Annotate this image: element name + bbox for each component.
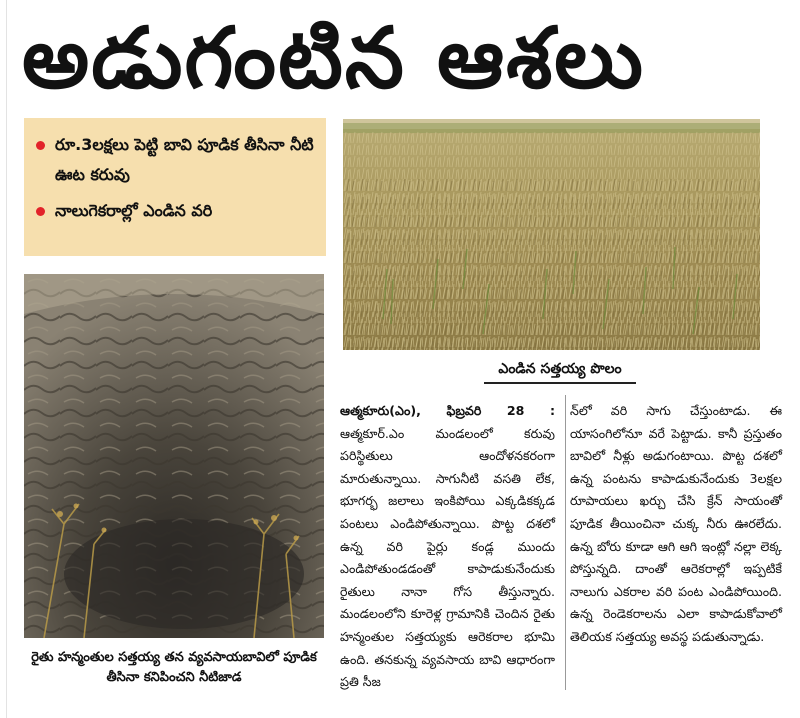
article-dateline: ఆత్మకూరు(ఎం), ఫిబ్రవరి 28 : xyxy=(340,403,555,418)
highlight-text: నాలుగెకరాల్లో ఎండిన వరి xyxy=(55,201,213,220)
highlight-item xyxy=(34,130,318,190)
well-photo xyxy=(24,274,324,638)
dried-paddy-field-image xyxy=(343,119,760,350)
highlights-box xyxy=(24,118,326,256)
dried-field-photo xyxy=(343,119,760,350)
highlight-text: రూ.3లక్షలు పెట్టి బావి పూడిక తీసినా నీటి ఊట కరువు xyxy=(55,135,314,184)
article-body-part-1: ఆత్మకూర్.ఎం మండలంలో కరువు పరిస్థితులు ఆందోళనకరంగా మారుతున్నాయి. సాగునీటి వసతి లేక, భూగర్భ జలాలు ఇంకిపోయి ఎక్కడికక్కడ పంటలు ఎండిపోతున్నాయి. పొట్ట దశలో ఉన్న వరి పైర్లు కండ్ల ముందు ఎండిపోతుండడంతో కాపాడుకునేందుకు రైతులు నానా గోస తీస్తున్నారు. మండలంలోని కూరెళ్ల గ్రామానికి చెందిన రైతు హన్మంతుల సత్తయ్యకు ఆరెకరాల భూమి ఉంది. తనకున్న వ్యవసాయ బావి ఆధారంగా ప్రతి సీజ xyxy=(340,425,555,690)
article-column-2 xyxy=(570,400,782,649)
page-edge-rule xyxy=(6,0,7,718)
bullet-icon xyxy=(36,207,45,216)
field-photo-caption: ఎండిన సత్తయ్య పొలం xyxy=(484,358,636,384)
highlight-item xyxy=(34,196,318,226)
headline: అడుగంటిన ఆశలు xyxy=(22,9,645,107)
column-divider xyxy=(565,395,566,690)
article-body-part-2: న్‌లో వరి సాగు చేస్తుంటాడు. ఈ యాసంగిలోనూ వరే పెట్టాడు. కానీ ప్రస్తుతం బావిలో నీళ్లు అడుగంటాయి. పొట్ట దశలో ఉన్న పంటను కాపాడుకునేందుకు 3లక్షల రూపాయలు ఖర్చు చేసి క్రేన్ సాయంతో పూడిక తీయించినా చుక్క నీరు ఊరలేదు. ఉన్న బోరు కూడా ఆగి ఆగి ఇంట్లో నల్లా లెక్క పోస్తున్నది. దాంతో ఆరెకరాల్లో ఇప్పటికే నాలుగు ఎకరాల వరి పంట ఎండిపోయింది. ఉన్న రెండెకరాలను ఎలా కాపాడుకోవాలో తెలియక సత్తయ్య అవస్థ పడుతున్నాడు. xyxy=(570,403,782,644)
bullet-icon xyxy=(36,141,45,150)
dry-well-image xyxy=(24,274,324,638)
well-photo-caption: రైతు హన్మంతుల సత్తయ్య తన వ్యవసాయబావిలో పూడిక తీసినా కనిపించని నీటిజాడ xyxy=(31,650,317,685)
article-column-1 xyxy=(340,400,555,694)
